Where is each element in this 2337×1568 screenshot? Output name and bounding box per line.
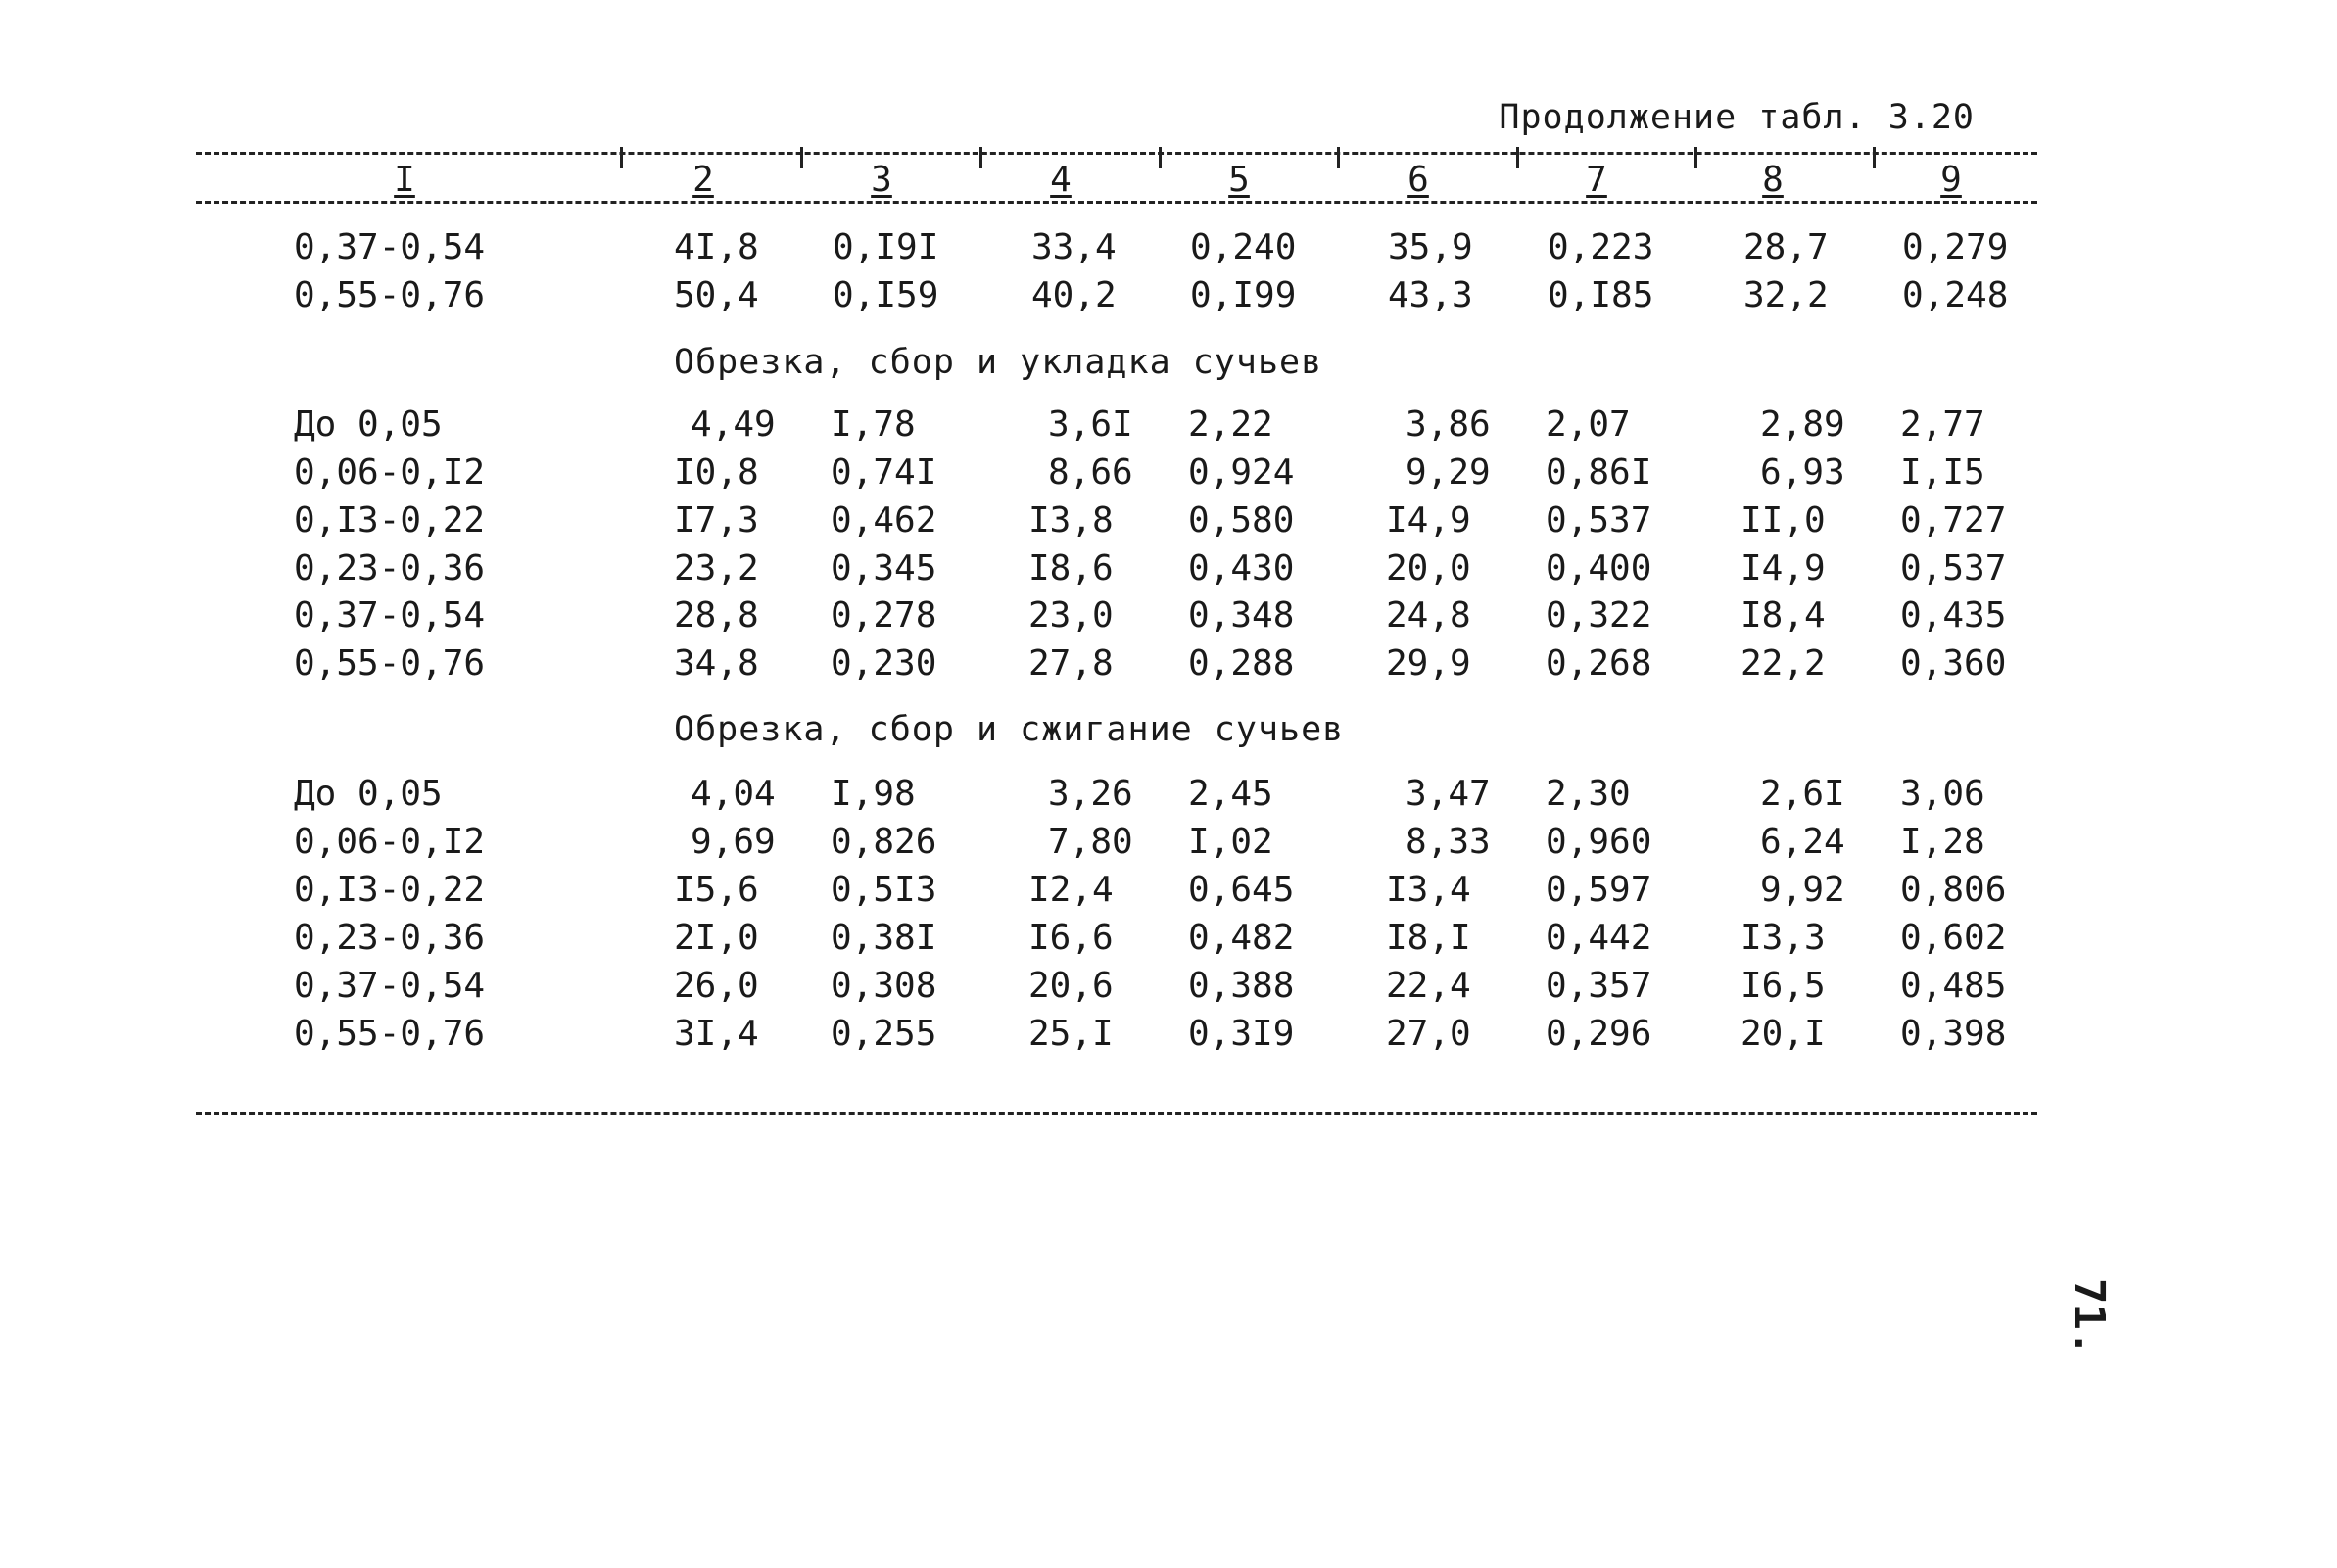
row-label: 0,06-0,I2 [294,822,486,862]
cell: I4,9 [1386,500,1471,541]
cell: 22,2 [1741,643,1826,684]
cell: 50,4 [674,275,759,315]
cell: 0,38I [831,918,937,958]
cell: 4,04 [691,774,776,814]
row-label: 0,55-0,76 [294,643,486,684]
row-label: 0,55-0,76 [294,275,486,315]
cell: I,28 [1900,822,1985,862]
cell: I8,I [1386,918,1471,958]
cell: 0,I59 [833,275,939,315]
cell: 0,288 [1188,643,1295,684]
cell: 40,2 [1031,275,1117,315]
cell: 25,I [1028,1014,1114,1054]
cell: 0,278 [831,595,937,636]
table-row [0,774,2337,822]
column-separator [1159,147,1162,168]
cell: 0,223 [1548,227,1654,267]
cell: I,02 [1188,822,1273,862]
table-row [0,275,2337,323]
cell: 0,279 [1902,227,2009,267]
cell: 7,80 [1048,822,1133,862]
cell: 0,435 [1900,595,2007,636]
cell: 0,442 [1546,918,1652,958]
cell: 0,645 [1188,870,1295,910]
cell: 0,462 [831,500,937,541]
cell: 43,3 [1388,275,1473,315]
cell: 35,9 [1388,227,1473,267]
column-separator [800,147,803,168]
cell: 23,0 [1028,595,1114,636]
cell: 9,29 [1406,452,1491,493]
section-title: Обрезка, сбор и укладка сучьев [674,343,1323,382]
cell: 0,960 [1546,822,1652,862]
cell: I4,9 [1741,548,1826,589]
cell: 0,580 [1188,500,1295,541]
cell: 0,485 [1900,966,2007,1006]
header-col-7: 7 [1586,160,1607,200]
row-label: 0,I3-0,22 [294,870,486,910]
cell: 28,7 [1743,227,1829,267]
column-separator [1873,147,1876,168]
cell: I3,8 [1028,500,1114,541]
cell: I6,6 [1028,918,1114,958]
column-separator [1694,147,1697,168]
cell: 2,30 [1546,774,1631,814]
cell: 0,230 [831,643,937,684]
row-label: 0,23-0,36 [294,548,486,589]
cell: I0,8 [674,452,759,493]
cell: 0,240 [1190,227,1297,267]
cell: 0,I99 [1190,275,1297,315]
cell: I2,4 [1028,870,1114,910]
cell: 9,92 [1760,870,1845,910]
cell: 0,3I9 [1188,1014,1295,1054]
section-title: Обрезка, сбор и сжигание сучьев [674,710,1345,749]
cell: 0,5I3 [831,870,937,910]
cell: I6,5 [1741,966,1826,1006]
table-row [0,404,2337,452]
header-col-6: 6 [1407,160,1429,200]
cell: 3,47 [1406,774,1491,814]
cell: 0,I9I [833,227,939,267]
table-row [0,643,2337,691]
column-separator [1337,147,1340,168]
table-row [0,918,2337,966]
cell: 0,537 [1546,500,1652,541]
cell: I3,4 [1386,870,1471,910]
table-row [0,227,2337,275]
header-col-5: 5 [1228,160,1250,200]
cell: 0,482 [1188,918,1295,958]
cell: 23,2 [674,548,759,589]
header-col-1: I [394,160,415,200]
cell: 0,357 [1546,966,1652,1006]
cell: I,I5 [1900,452,1985,493]
cell: 0,430 [1188,548,1295,589]
cell: 0,400 [1546,548,1652,589]
cell: 24,8 [1386,595,1471,636]
table-row [0,966,2337,1014]
cell: 2,6I [1760,774,1845,814]
cell: 2,89 [1760,404,1845,445]
table-row [0,500,2337,548]
cell: 9,69 [691,822,776,862]
cell: I8,6 [1028,548,1114,589]
table-caption: Продолжение табл. 3.20 [1499,98,1975,137]
cell: 28,8 [674,595,759,636]
header-col-3: 3 [871,160,892,200]
cell: 3,26 [1048,774,1133,814]
cell: 4,49 [691,404,776,445]
cell: 2I,0 [674,918,759,958]
cell: 20,0 [1386,548,1471,589]
cell: 0,602 [1900,918,2007,958]
header-col-9: 9 [1940,160,1962,200]
cell: 8,66 [1048,452,1133,493]
cell: 20,6 [1028,966,1114,1006]
row-label: До 0,05 [294,404,443,445]
header-col-2: 2 [692,160,714,200]
cell: 32,2 [1743,275,1829,315]
cell: 0,727 [1900,500,2007,541]
cell: 20,I [1741,1014,1826,1054]
cell: I5,6 [674,870,759,910]
cell: 0,348 [1188,595,1295,636]
row-label: До 0,05 [294,774,443,814]
cell: 0,345 [831,548,937,589]
header-col-4: 4 [1050,160,1072,200]
row-label: 0,37-0,54 [294,966,486,1006]
cell: 2,77 [1900,404,1985,445]
cell: 6,24 [1760,822,1845,862]
table-row [0,548,2337,596]
cell: 3,6I [1048,404,1133,445]
cell: 8,33 [1406,822,1491,862]
cell: 0,255 [831,1014,937,1054]
cell: 0,268 [1546,643,1652,684]
cell: 0,322 [1546,595,1652,636]
cell: 27,0 [1386,1014,1471,1054]
cell: 3,86 [1406,404,1491,445]
column-separator [1516,147,1519,168]
cell: 0,388 [1188,966,1295,1006]
cell: 0,597 [1546,870,1652,910]
cell: 3I,4 [674,1014,759,1054]
table-row [0,452,2337,500]
cell: 0,806 [1900,870,2007,910]
cell: 0,826 [831,822,937,862]
cell: I,78 [831,404,916,445]
column-separator [620,147,623,168]
cell: 34,8 [674,643,759,684]
cell: 0,74I [831,452,937,493]
cell: 33,4 [1031,227,1117,267]
cell: 2,45 [1188,774,1273,814]
cell: 3,06 [1900,774,1985,814]
table-bottom-rule [196,1112,2037,1115]
row-label: 0,I3-0,22 [294,500,486,541]
cell: 0,308 [831,966,937,1006]
cell: 27,8 [1028,643,1114,684]
cell: 2,22 [1188,404,1273,445]
column-separator [979,147,982,168]
cell: 2,07 [1546,404,1631,445]
cell: 22,4 [1386,966,1471,1006]
cell: I8,4 [1741,595,1826,636]
cell: 0,296 [1546,1014,1652,1054]
cell: I3,3 [1741,918,1826,958]
cell: 4I,8 [674,227,759,267]
header-bottom-rule [196,201,2037,204]
cell: I7,3 [674,500,759,541]
cell: II,0 [1741,500,1826,541]
header-top-rule [196,152,2037,155]
cell: I,98 [831,774,916,814]
cell: 0,360 [1900,643,2007,684]
row-label: 0,37-0,54 [294,227,486,267]
row-label: 0,55-0,76 [294,1014,486,1054]
cell: 29,9 [1386,643,1471,684]
page-number: 71. [2064,1278,2114,1356]
cell: 6,93 [1760,452,1845,493]
cell: 0,398 [1900,1014,2007,1054]
cell: 0,537 [1900,548,2007,589]
table-row [0,595,2337,643]
row-label: 0,23-0,36 [294,918,486,958]
header-col-8: 8 [1762,160,1784,200]
cell: 0,I85 [1548,275,1654,315]
cell: 0,924 [1188,452,1295,493]
table-row [0,1014,2337,1062]
row-label: 0,06-0,I2 [294,452,486,493]
table-row [0,822,2337,870]
row-label: 0,37-0,54 [294,595,486,636]
cell: 26,0 [674,966,759,1006]
cell: 0,248 [1902,275,2009,315]
cell: 0,86I [1546,452,1652,493]
table-row [0,870,2337,918]
